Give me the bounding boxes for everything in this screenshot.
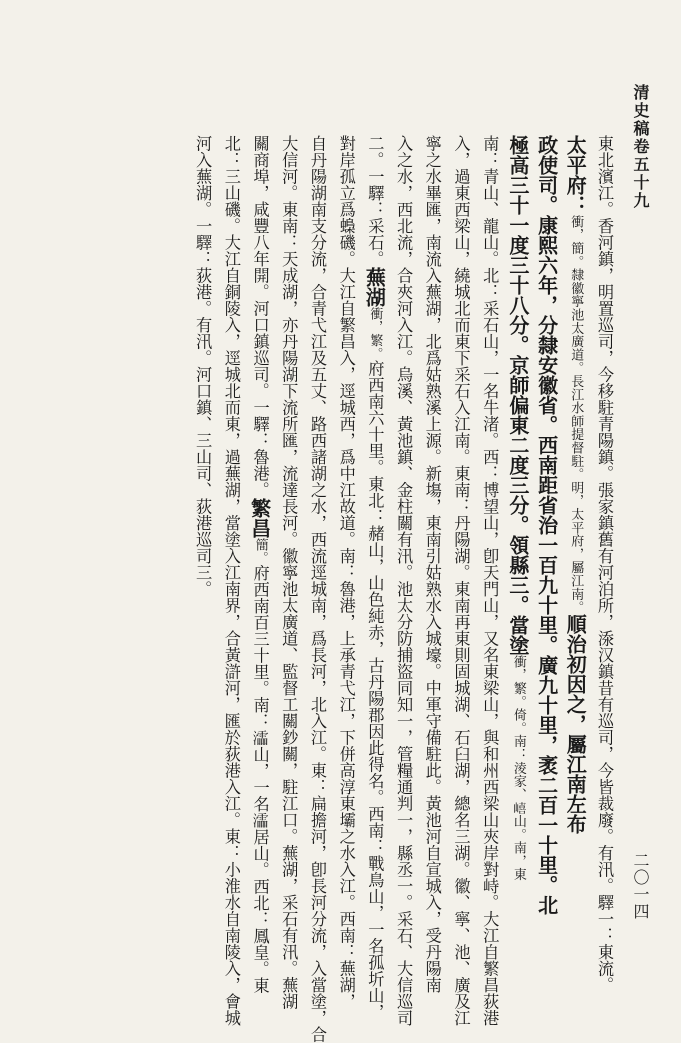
text-column bbox=[216, 135, 245, 1026]
text-column bbox=[532, 135, 561, 990]
text-column bbox=[561, 135, 590, 990]
body-text: 府西南百三十里。南：𤃩山，一名𤃩居山。西北：鳳皇。東 bbox=[250, 564, 270, 994]
body-text: 寧之水畢匯，南流入蕪湖，北爲姑熟溪上源。新塲，東南引姑熟水入城壕。中軍守備駐此。黃池河自宣城入，受丹陽南 bbox=[422, 135, 442, 993]
emphasized-text: 繁昌 bbox=[247, 498, 272, 538]
emphasized-text: 順治初因之，屬江南左布 bbox=[563, 614, 588, 834]
text-column bbox=[446, 135, 475, 1026]
annotation-text: 衝，繁。 bbox=[367, 307, 383, 361]
body-text: 北：三山磯。大江自銅陵入，逕城北而東，過蕪湖，當塗入江南界，合黃滸河，匯於荻港入江。東：小淮水自南陵入，會城 bbox=[221, 135, 241, 1026]
body-text: 府西南六十里。東北：赭山，山色純赤，古丹陽郡因此得名。西南：戰鳥山，一名孤圻山， bbox=[365, 360, 385, 1021]
body-text: 南：青山、龍山。北：采石山，一名牛渚。西：博望山，卽天門山，又名東梁山，與和州西梁山夾岸對峙。大江自繁昌荻港 bbox=[480, 135, 500, 1026]
body-text: 二。一驛：采石。 bbox=[365, 135, 385, 267]
text-column bbox=[274, 135, 303, 1010]
text-column bbox=[388, 135, 417, 1026]
running-header-title: 清史稿卷五十九 bbox=[631, 84, 650, 210]
text-column bbox=[503, 135, 532, 990]
body-text: 關商埠，咸豐八年開。河口鎮巡司。一驛：魯港。 bbox=[250, 135, 270, 498]
text-column bbox=[245, 135, 274, 994]
text-column bbox=[417, 135, 446, 993]
body-text: 河入蕪湖。一驛：荻港。有汛。河口鎮、三山司、荻港巡司三。 bbox=[193, 135, 213, 597]
annotation-text: 衝，簡。隸徽寧池太廣道。長江水師提督駐。明，太平府，屬江南。 bbox=[568, 215, 584, 614]
body-text: 入之水，西北流，合夾河入江。烏溪、黃池鎮、金柱關有汛。池太分防捕盜同知一，管糧通判一，縣丞一。采石、大信巡司 bbox=[394, 135, 414, 1026]
emphasized-text: 蕪湖 bbox=[362, 267, 387, 307]
emphasized-text: 政使司。康熙六年，分隸安徽省。西南距省治一百九十里。廣九十里，袤二百一十里。北 bbox=[534, 135, 559, 915]
text-column bbox=[360, 135, 389, 1021]
annotation-text: 簡。 bbox=[252, 538, 268, 565]
body-text: 自丹陽湖南支分流，合青弋江及五丈、路西諸湖之水，西流逕城南，爲長河，北入江。東：扁擔河，卽長河分流，入當塗，合 bbox=[307, 135, 327, 1043]
body-text: 大信河。東南：天成湖，亦丹陽湖下流所匯，流達長河。徽寧池太廣道、監督工關鈔關，駐江口。蕪湖，采石有汛。蕪湖 bbox=[279, 135, 299, 1010]
emphasized-text: 極高三十一度三十八分。京師偏東二度三分。領縣三。 bbox=[505, 135, 530, 615]
emphasized-text: 當塗 bbox=[505, 615, 530, 655]
text-column bbox=[474, 135, 503, 1026]
text-column bbox=[589, 135, 618, 993]
text-column bbox=[302, 135, 331, 1043]
text-column bbox=[331, 135, 360, 1010]
body-text: 東北濱江。香河鎮，明置巡司，今移駐青陽鎮。張家鎮舊有河泊所，𣷹汉鎮昔有巡司，今皆裁廢。有汛。驛一：東流。 bbox=[595, 135, 614, 993]
body-text: 對岸孤立爲蟂磯。大江自繁昌入，逕城西，爲中江故道。南：魯港，上承青弋江，下併高淳東壩之水入江。西南：蕪湖， bbox=[336, 135, 356, 1010]
text-column bbox=[187, 135, 216, 990]
emphasized-text: 太平府： bbox=[563, 135, 588, 215]
text-body bbox=[78, 135, 618, 1043]
annotation-text: 衝，繁。倚。南：淩家、𡼎山。南，東 bbox=[510, 655, 526, 882]
body-text: 入，過東西梁山，繞城北而東下采石入江南。東南：丹陽湖。東南再東則固城湖、石臼湖，總名三湖。徽、寧、池、廣及江 bbox=[451, 135, 471, 1026]
page-number: 二〇一四 bbox=[631, 852, 650, 920]
